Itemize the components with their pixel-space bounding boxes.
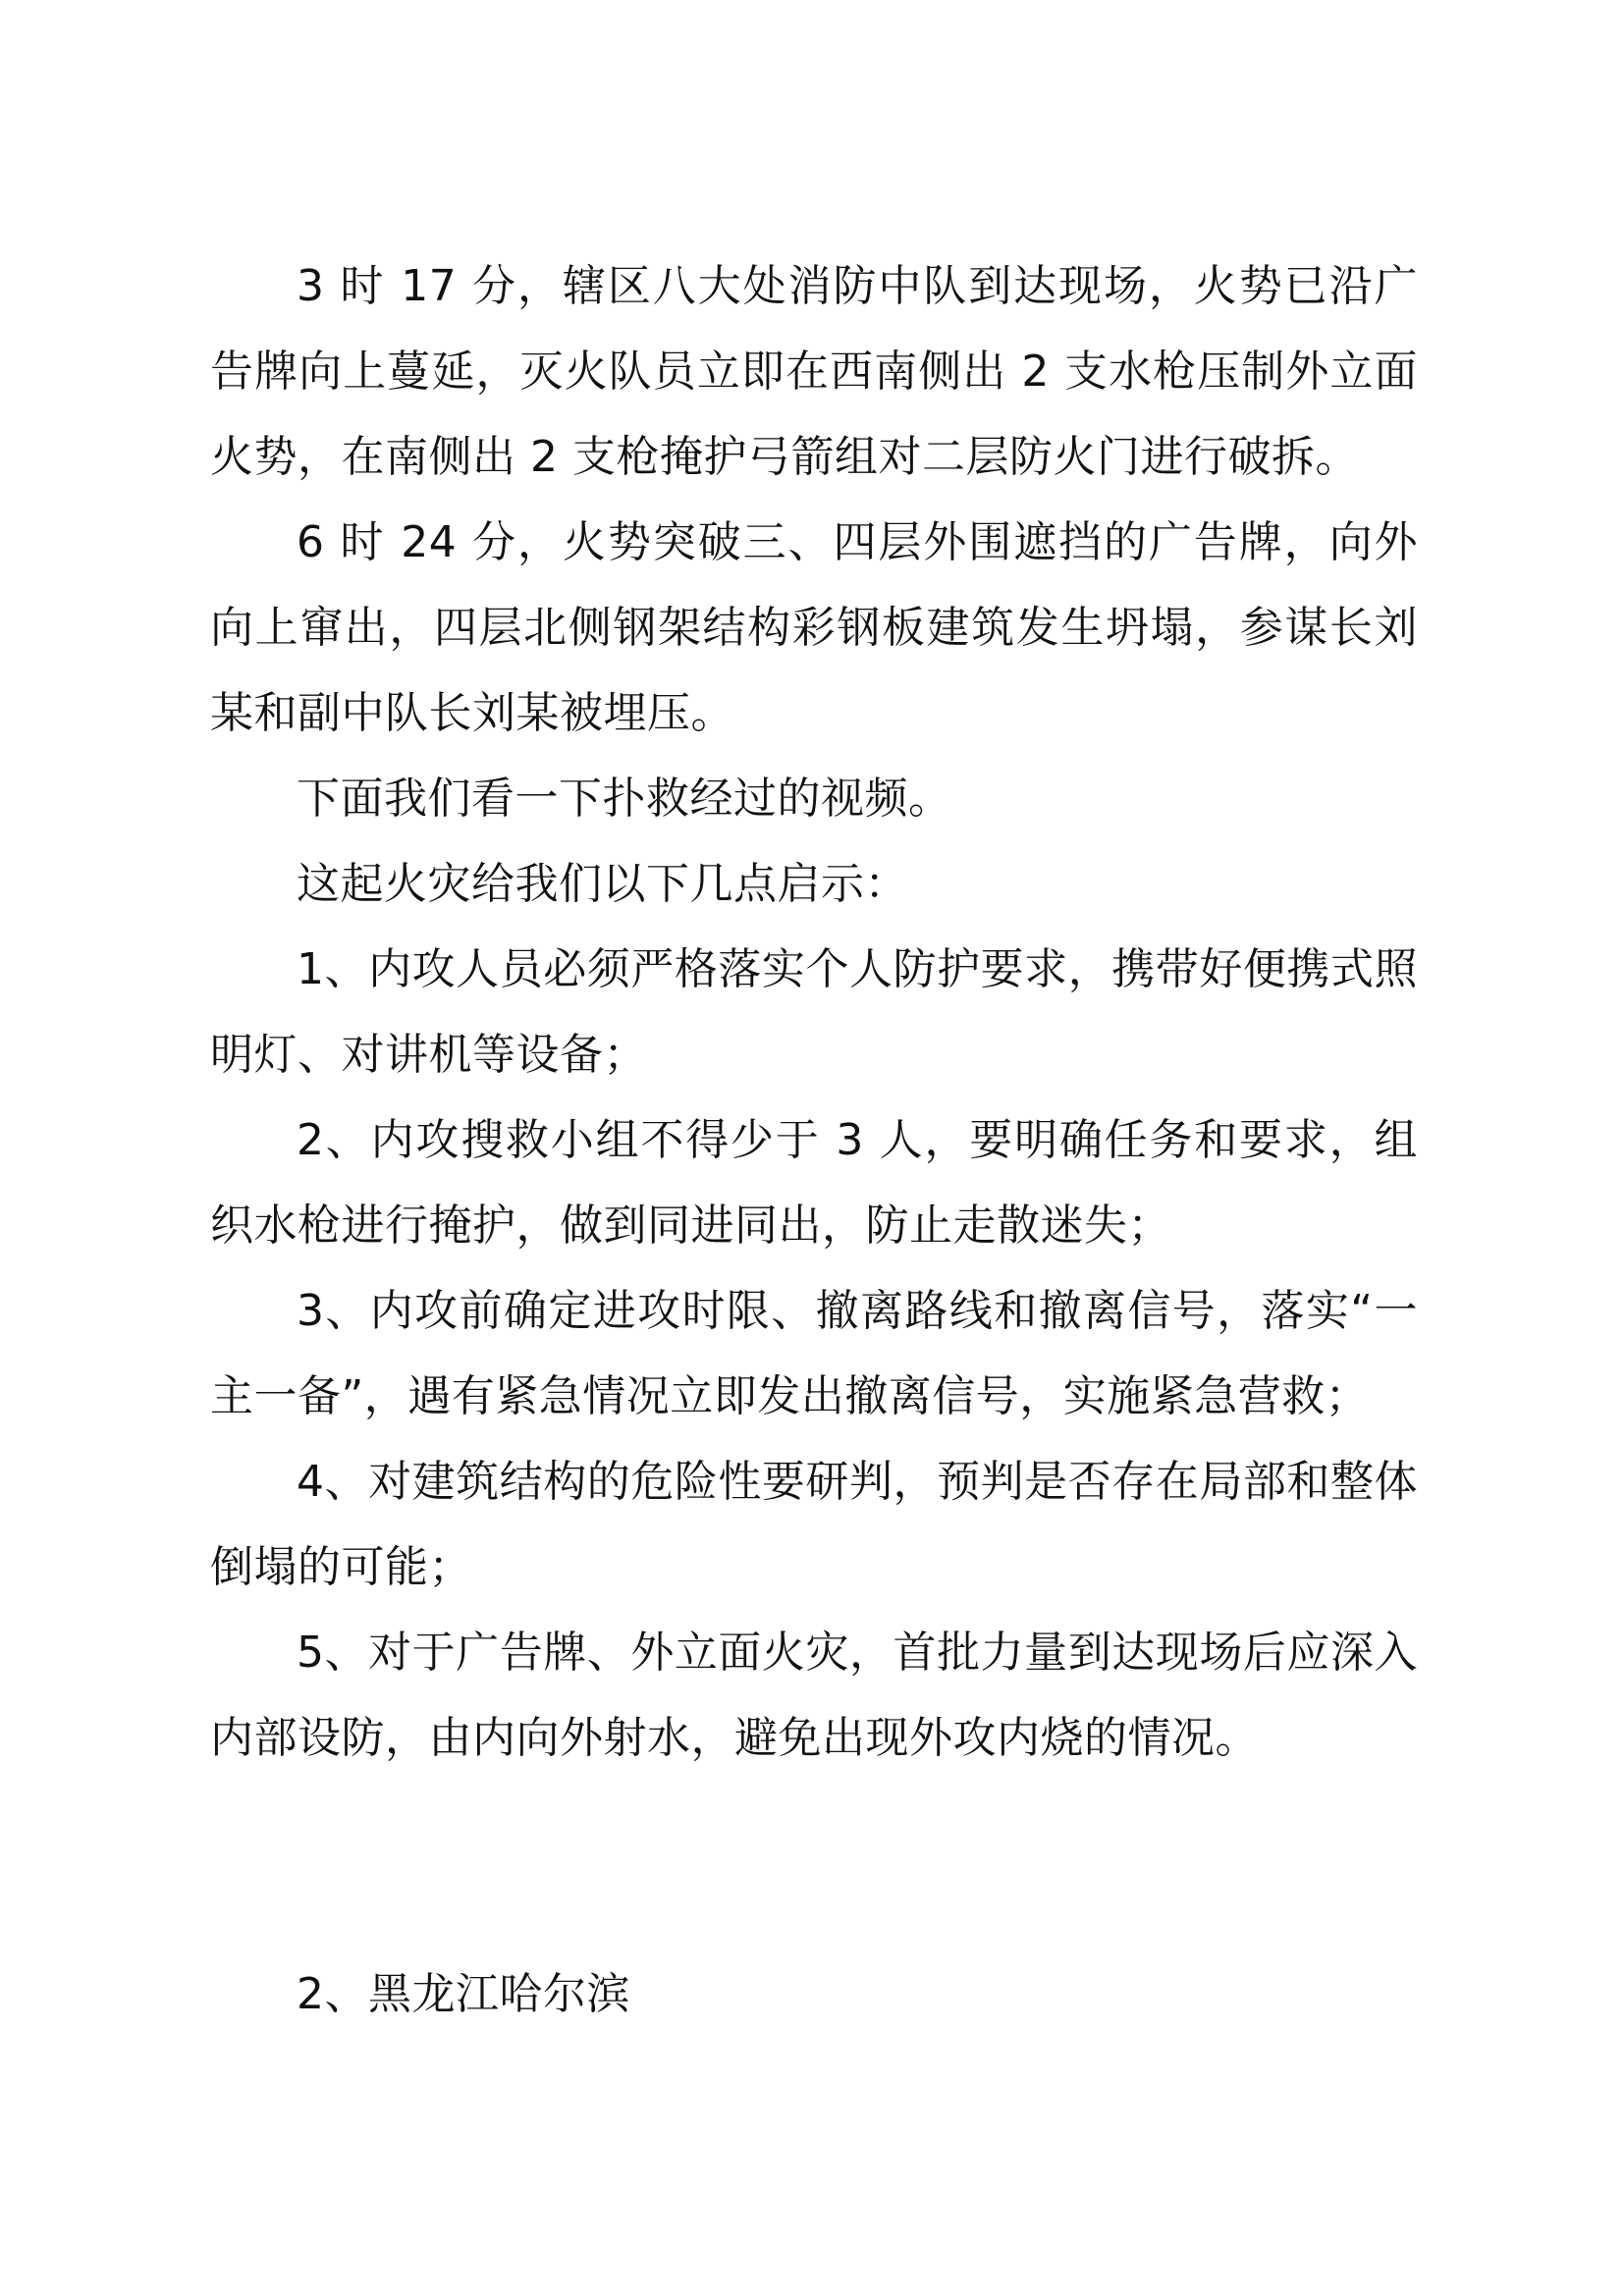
lesson-item-5: 5、对于广告牌、外立面火灾，首批力量到达现场后应深入内部设防，由内向外射水，避免出现外攻内烧的情况。 (210, 1628, 1418, 1763)
lesson-item-1: 1、内攻人员必须严格落实个人防护要求，携带好便携式照明灯、对讲机等设备； (210, 944, 1418, 1080)
paragraph-video-intro: 下面我们看一下扑救经过的视频。 (297, 774, 952, 824)
lesson-item-3: 3、内攻前确定进攻时限、撤离路线和撤离信号，落实“一主一备”，遇有紧急情况立即发出撤离信号，实施紧急营救； (210, 1286, 1418, 1421)
paragraph-collapse: 6 时 24 分，火势突破三、四层外围遮挡的广告牌，向外向上窜出，四层北侧钢架结构彩钢板建筑发生坍塌，参谋长刘某和副中队长刘某被埋压。 (210, 517, 1418, 738)
section-heading: 2、黑龙江哈尔滨 (297, 1969, 630, 2019)
lesson-item-2: 2、内攻搜救小组不得少于 3 人，要明确任务和要求，组织水枪进行掩护，做到同进同出，防止走散迷失； (210, 1115, 1418, 1251)
lesson-item-4: 4、对建筑结构的危险性要研判，预判是否存在局部和整体倒塌的可能； (210, 1457, 1418, 1592)
document-body (210, 243, 1418, 2037)
paragraph-fire-arrival: 3 时 17 分，辖区八大处消防中队到达现场，火势已沿广告牌向上蔓延，灭火队员立即在西南侧出 2 支水枪压制外立面火势，在南侧出 2 支枪掩护弓箭组对二层防火门进行破拆。 (210, 261, 1418, 482)
paragraph-lessons-intro: 这起火灾给我们以下几点启示： (297, 859, 908, 909)
section-spacer (210, 1781, 1418, 1951)
